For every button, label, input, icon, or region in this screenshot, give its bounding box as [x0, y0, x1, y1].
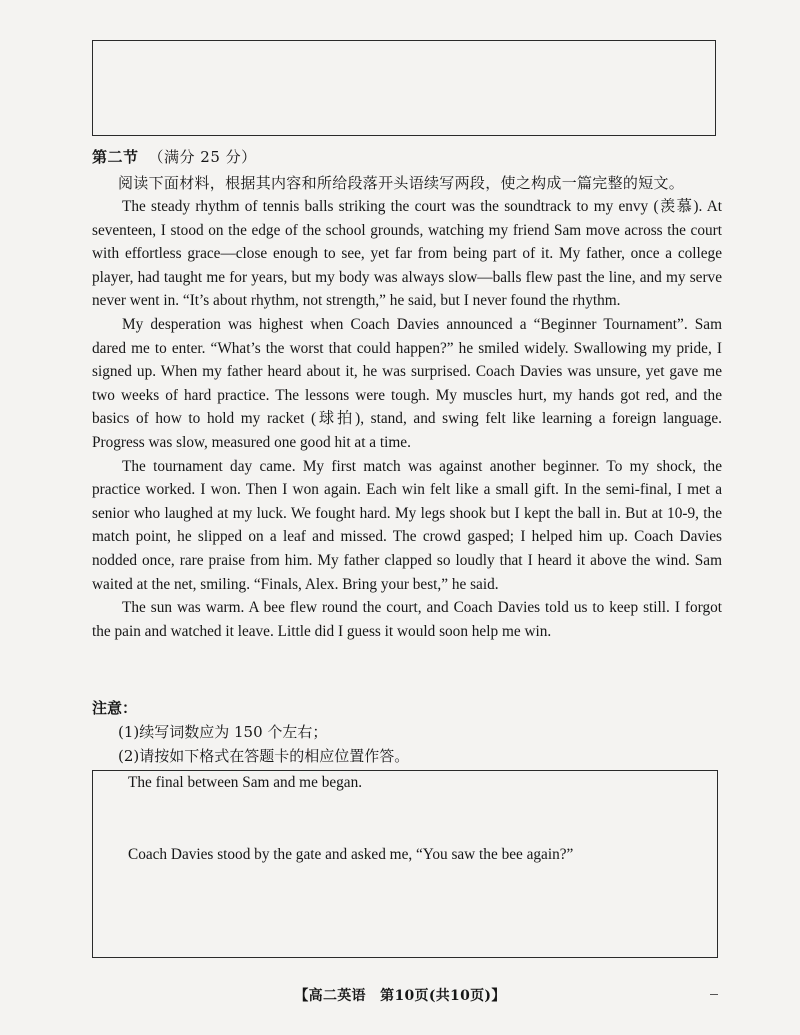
passage-paragraph: My desperation was highest when Coach Davies announced a “Beginner Tournament”. Sam dared me to enter. “What’s the worst that could happen?” he smiled widely. Swallowing my pride, I signed up. When my father heard about it, he was surprised. Coach Davies was unsure, yet gave me two weeks of hard practice. The lessons were tough. My muscles hurt, my hands got red, and the basics of how to hold my racket (球拍), stand, and swing felt like learning a foreign language. Progress was slow, measured one good hit at a time.: [92, 315, 722, 451]
continuation-paragraph-2-start: Coach Davies stood by the gate and asked me, “You saw the bee again?”: [128, 846, 574, 863]
note-item: (1)续写词数应为 150 个左右；: [118, 723, 328, 741]
passage-paragraph: The sun was warm. A bee flew round the court, and Coach Davies told us to keep still. I forgot the pain and watched it leave. Little did I guess it would soon help me win.: [92, 599, 722, 640]
previous-answer-box: [92, 40, 716, 136]
answer-format-box: [92, 770, 718, 958]
continuation-paragraph-1-start: The final between Sam and me began.: [128, 774, 363, 791]
notes-title: 注意：: [92, 699, 138, 717]
task-instruction: 阅读下面材料，根据其内容和所给段落开头语续写两段，使之构成一篇完整的短文。: [118, 174, 685, 192]
section-heading: [92, 146, 257, 167]
passage-paragraph: The tournament day came. My first match was against another beginner. To my shock, the practice worked. I won. Then I won again. Each win felt like a small gift. In the semi-final, I met a senior who laughed at my luck. We fought hard. My legs shook but I kept the ball in. But at 10-9, the match point, he slipped on a leaf and missed. The crowd gasped; I helped him up. Coach Davies nodded once, rare praise from him. My father clapped so loudly that I heard it above the wind. Sam waited at the net, smiling. “Finals, Alex. Bring your best,” he said.: [92, 457, 722, 593]
passage-paragraph: The steady rhythm of tennis balls striking the court was the soundtrack to my envy (羡慕). At seventeen, I stood on the edge of the school grounds, watching my friend Sam move across the court with effortless grace—close enough to see, yet far from being part of it. My father, once a college player, had taught me for years, but my body was always slow—balls flew past the line, and my serve never went in. “It’s about rhythm, not strength,” he said, but I never found the rhythm.: [92, 198, 722, 310]
note-item: (2)请按如下格式在答题卡的相应位置作答。: [118, 747, 410, 765]
section-score: （满分 25 分）: [148, 148, 257, 166]
section-title: 第二节: [92, 148, 139, 166]
page-mark: [710, 994, 718, 995]
reading-passage: [92, 195, 722, 643]
page-footer: 【高二英语 第10页(共10页)】: [294, 988, 506, 1004]
